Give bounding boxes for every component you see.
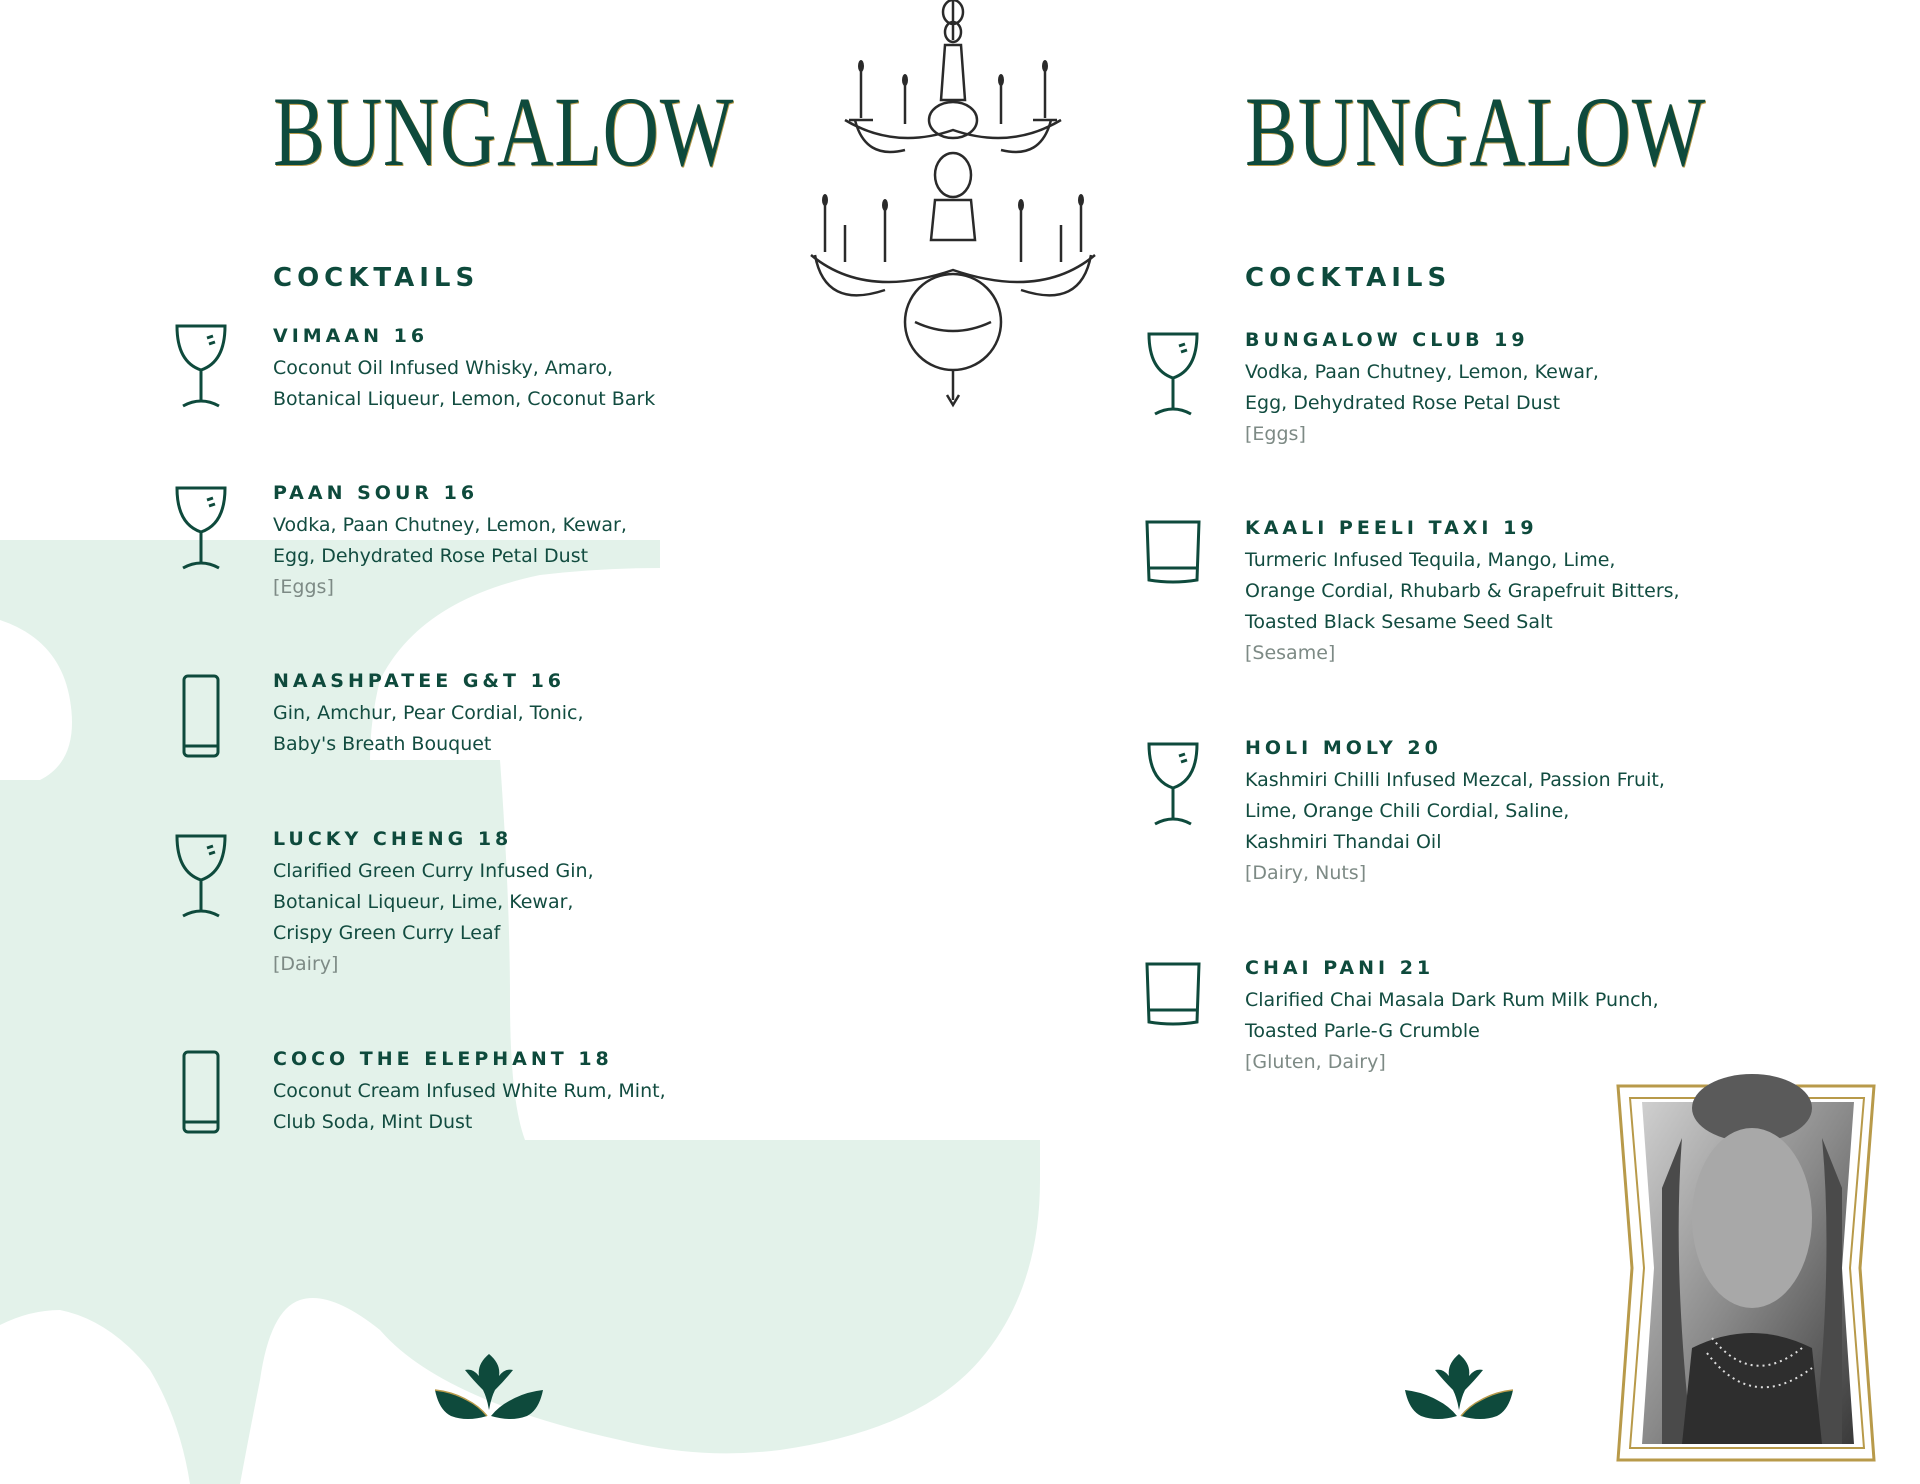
coupe-glass-icon	[173, 832, 229, 920]
section-title-left: COCKTAILS	[273, 263, 480, 293]
item-allergen: [Sesame]	[1245, 642, 1336, 664]
item-name: KAALI PEELI TAXI 19	[1245, 517, 1538, 539]
item-desc-line: Egg, Dehydrated Rose Petal Dust	[1245, 392, 1561, 414]
coupe-glass-icon	[1145, 330, 1201, 418]
item-desc-line: Clarified Chai Masala Dark Rum Milk Punch,	[1245, 989, 1659, 1011]
rocks-glass-icon	[1143, 960, 1203, 1028]
item-name: CHAI PANI 21	[1245, 957, 1435, 979]
item-desc-line: Turmeric Infused Tequila, Mango, Lime,	[1245, 549, 1616, 571]
lotus-emblem-icon	[1403, 1350, 1515, 1422]
portrait-photo	[1602, 1068, 1892, 1468]
rocks-glass-icon	[1143, 518, 1203, 586]
item-name: BUNGALOW CLUB 19	[1245, 329, 1529, 351]
menu-item-kaali-peeli-taxi	[1245, 517, 1680, 669]
menu-item-holi-moly	[1245, 737, 1665, 889]
item-desc-line: Botanical Liqueur, Lime, Kewar,	[273, 891, 574, 913]
item-allergen: [Gluten, Dairy]	[1245, 1051, 1386, 1073]
item-desc-line: Crispy Green Curry Leaf	[273, 922, 501, 944]
section-title-right: COCKTAILS	[1245, 263, 1452, 293]
highball-glass-icon	[180, 672, 222, 760]
item-desc-line: Egg, Dehydrated Rose Petal Dust	[273, 545, 589, 567]
item-desc-line: Lime, Orange Chili Cordial, Saline,	[1245, 800, 1570, 822]
menu-item-chai-pani	[1245, 957, 1659, 1078]
item-name: VIMAAN 16	[273, 325, 429, 347]
item-desc-line: Gin, Amchur, Pear Cordial, Tonic,	[273, 702, 584, 724]
menu-item-vimaan	[273, 325, 655, 415]
item-allergen: [Dairy]	[273, 953, 339, 975]
item-allergen: [Eggs]	[273, 576, 334, 598]
item-desc-line: Kashmiri Chilli Infused Mezcal, Passion Fruit,	[1245, 769, 1665, 791]
chandelier-illustration	[805, 0, 1145, 410]
item-desc-line: Toasted Parle-G Crumble	[1245, 1020, 1480, 1042]
item-desc-line: Orange Cordial, Rhubarb & Grapefruit Bitters,	[1245, 580, 1680, 602]
item-allergen: [Eggs]	[1245, 423, 1306, 445]
item-desc-line: Vodka, Paan Chutney, Lemon, Kewar,	[1245, 361, 1599, 383]
item-name: LUCKY CHENG 18	[273, 828, 513, 850]
item-name: NAASHPATEE G&T 16	[273, 670, 566, 692]
menu-item-bungalow-club	[1245, 329, 1599, 450]
highball-glass-icon	[180, 1048, 222, 1136]
item-desc-line: Toasted Black Sesame Seed Salt	[1245, 611, 1553, 633]
menu-item-naashpatee	[273, 670, 584, 760]
coupe-glass-icon	[1145, 740, 1201, 828]
coupe-glass-icon	[173, 322, 229, 410]
item-name: COCO THE ELEPHANT 18	[273, 1048, 613, 1070]
brand-logo-left: BUNGALOW	[273, 76, 735, 187]
item-desc-line: Coconut Oil Infused Whisky, Amaro,	[273, 357, 614, 379]
lotus-emblem-icon	[433, 1350, 545, 1422]
item-desc-line: Club Soda, Mint Dust	[273, 1111, 473, 1133]
item-desc-line: Vodka, Paan Chutney, Lemon, Kewar,	[273, 514, 627, 536]
item-desc-line: Kashmiri Thandai Oil	[1245, 831, 1442, 853]
item-name: HOLI MOLY 20	[1245, 737, 1442, 759]
item-desc-line: Baby's Breath Bouquet	[273, 733, 492, 755]
item-desc-line: Botanical Liqueur, Lemon, Coconut Bark	[273, 388, 656, 410]
item-desc-line: Coconut Cream Infused White Rum, Mint,	[273, 1080, 666, 1102]
brand-logo-right: BUNGALOW	[1245, 76, 1707, 187]
coupe-glass-icon	[173, 484, 229, 572]
menu-item-paan-sour	[273, 482, 627, 603]
item-desc-line: Clarified Green Curry Infused Gin,	[273, 860, 594, 882]
item-allergen: [Dairy, Nuts]	[1245, 862, 1367, 884]
menu-item-lucky-cheng	[273, 828, 594, 980]
menu-item-coco-the-elephant	[273, 1048, 666, 1138]
item-name: PAAN SOUR 16	[273, 482, 479, 504]
